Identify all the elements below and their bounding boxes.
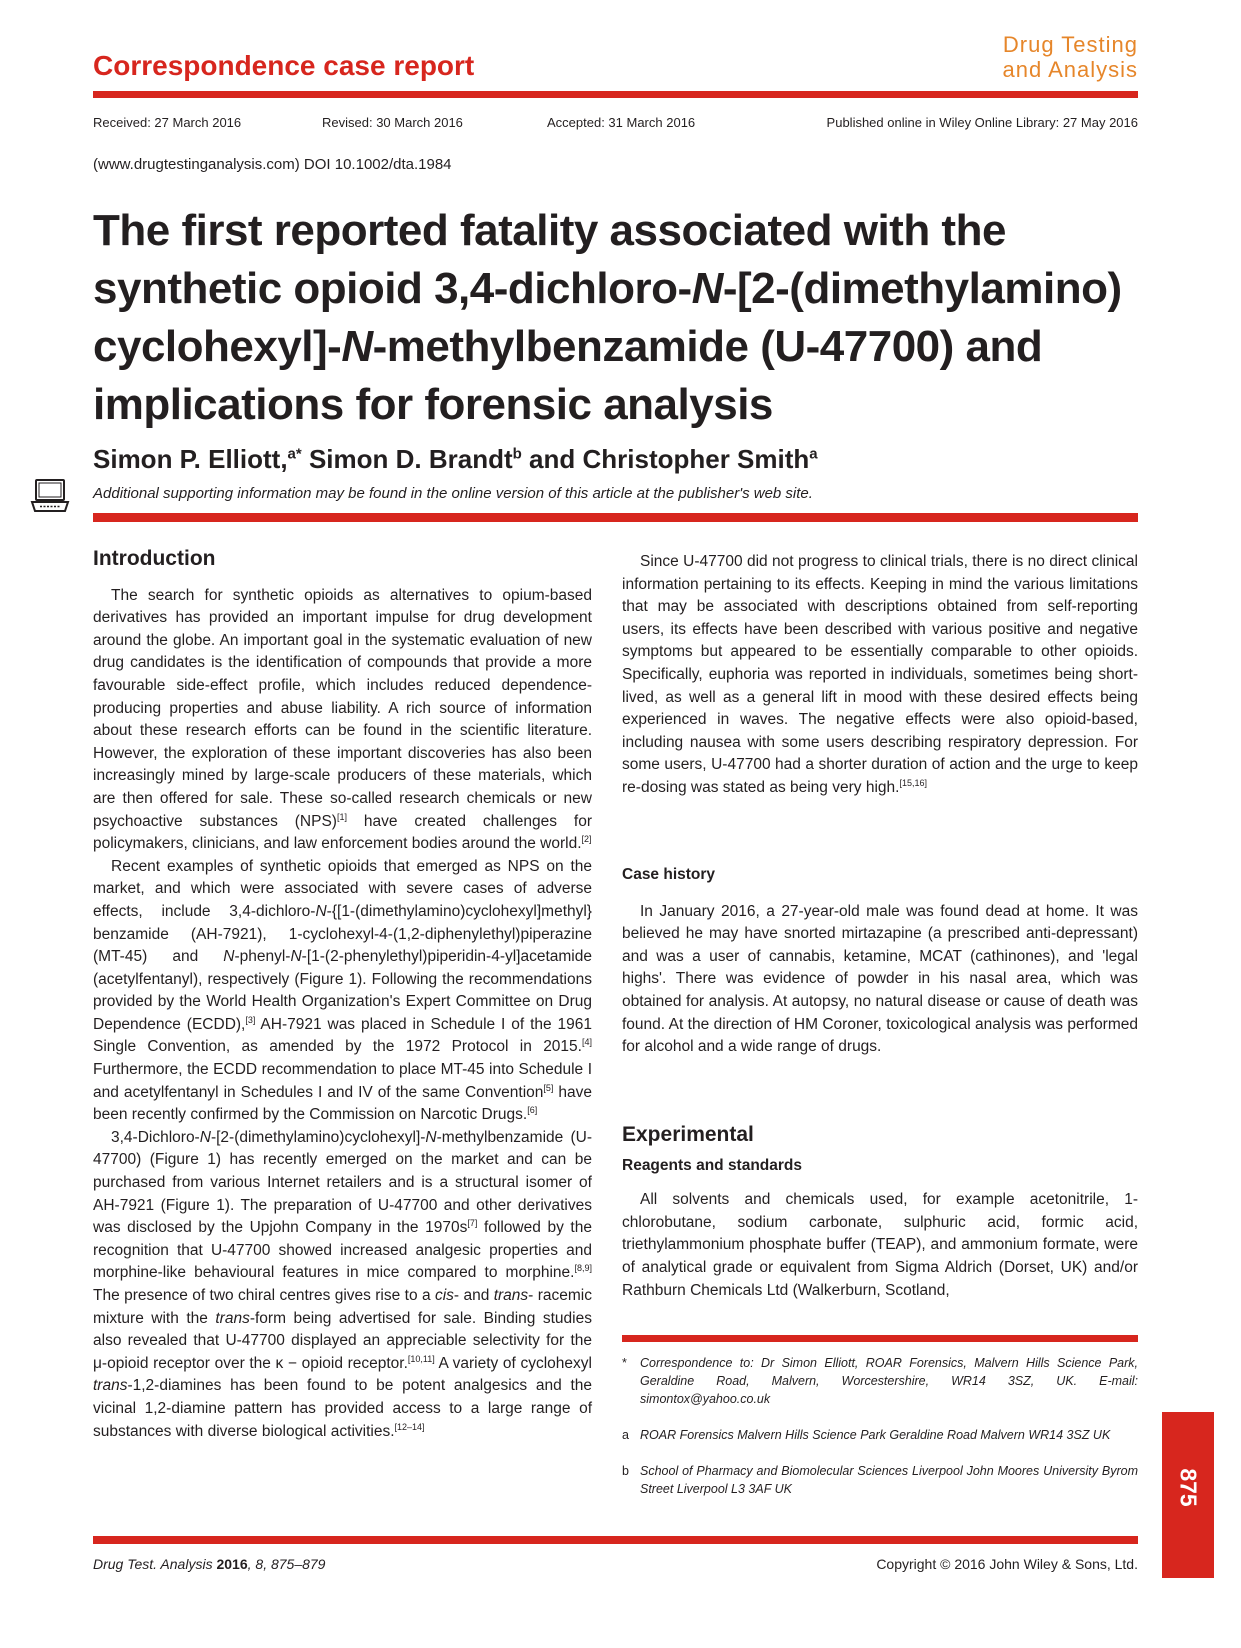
reagents-heading: Reagents and standards bbox=[622, 1156, 803, 1174]
affiliation-b: b School of Pharmacy and Biomolecular Sciences Liverpool John Moores University Byrom Street Liverpool L3 3AF UK bbox=[622, 1464, 1138, 1496]
experimental-heading: Experimental bbox=[622, 1123, 754, 1146]
section-label: Correspondence case report bbox=[93, 50, 475, 81]
body-paragraph: Since U-47700 did not progress to clinical trials, there is no direct clinical information pertaining to its effects. Keeping in mind the various limitations that may be associated with descriptions obtained from self-reporting users, its effects have been described with various positive and negative symptoms but appeared to be essentially comparable to other opioids. Specifically, euphoria was reported in individuals, sometimes being short-lived, as well as a general lift in mood with these desired effects being experienced in waves. The negative effects were also opioid-based, including nausea with some users describing respiratory depression. For some users, U-47700 had a shorter duration of action and the urge to keep re-dosing was stated as being very high.[15,16] bbox=[622, 553, 1138, 796]
received-date: Received: 27 March 2016 bbox=[93, 115, 242, 130]
title-line: synthetic opioid 3,4-dichloro-N-[2-(dimethylamino) bbox=[93, 264, 1122, 313]
published-date: Published online in Wiley Online Library: 27 May 2016 bbox=[826, 115, 1138, 130]
title-line: implications for forensic analysis bbox=[93, 380, 773, 429]
case-history-section bbox=[622, 864, 1138, 1059]
header-rule bbox=[93, 91, 1138, 98]
journal-logo bbox=[1002, 32, 1138, 82]
introduction-heading: Introduction bbox=[93, 547, 216, 570]
right-column bbox=[622, 551, 1138, 800]
laptop-icon bbox=[30, 478, 70, 514]
journal-logo-line1: Drug Testing bbox=[1002, 32, 1138, 57]
experimental-section bbox=[622, 1124, 1138, 1302]
body-paragraph: Recent examples of synthetic opioids that emerged as NPS on the market, and which were associated with severe cases of adverse effects, include 3,4-dichloro-N-{[1-(dimethylamino)cyclohexyl]methyl} benzamide (AH-7921), 1-cyclohexyl-4-(1,2-diphenylethyl)piperazine (MT-45) and N-phenyl-N-[1-(2-phenylethyl)piperidin-4-yl]acetamide (acetylfentanyl), respectively (Figure 1). Following the recommendations provided by the World Health Organization's Expert Committee on Drug Dependence (ECDD),[3] AH-7921 was placed in Schedule I of the 1961 Single Convention, as amended by the 1972 Protocol in 2015.[4] Furthermore, the ECDD recommendation to place MT-45 into Schedule I and acetylfentanyl in Schedules I and IV of the same Convention[5] have been recently confirmed by the Commission on Narcotic Drugs.[6] bbox=[93, 857, 592, 1124]
correspondence-footnote: * Correspondence to: Dr Simon Elliott, ROAR Forensics, Malvern Hills Science Park, Geraldine Road, Malvern, Worcestershire, WR14 3SZ, UK. E-mail: simontox@yahoo.co.uk bbox=[622, 1356, 1138, 1406]
accepted-date: Accepted: 31 March 2016 bbox=[547, 115, 696, 130]
body-paragraph: In January 2016, a 27-year-old male was found dead at home. It was believed he may have snorted mirtazapine (a prescribed anti-depressant) and was a user of cannabis, ketamine, MCAT (cathinones), and 'legal highs'. There was evidence of powder in his nasal area, which was obtained for analysis. At autopsy, no natural disease or cause of death was found. At the direction of HM Coroner, toxicological analysis was performed for alcohol and a wide range of drugs. bbox=[622, 902, 1138, 1056]
title-line: The first reported fatality associated with the bbox=[93, 206, 1006, 255]
page-number: 875 bbox=[1175, 1468, 1202, 1507]
doi: (www.drugtestinganalysis.com) DOI 10.1002/dta.1984 bbox=[93, 156, 452, 173]
left-column bbox=[93, 548, 592, 1443]
title-line: cyclohexyl]-N-methylbenzamide (U-47700) and bbox=[93, 322, 1043, 371]
case-history-heading: Case history bbox=[622, 866, 716, 883]
journal-logo-line2: and Analysis bbox=[1002, 57, 1138, 82]
body-paragraph: The search for synthetic opioids as alternatives to opium-based derivatives has provided an important impulse for drug development around the globe. An important goal in the systematic evaluation of new drug candidates is the identification of compounds that provide a more favourable side-effect profile, which includes reduced dependence-producing properties and abuse liability. A rich source of information about these research efforts can be found in the scientific literature. However, the exploration of these important discoveries has also been increasingly mined by large-scale producers of these materials, which are then offered for sale. These so-called research chemicals or new psychoactive substances (NPS)[1] have created challenges for policymakers, clinicians, and law enforcement bodies around the world.[2] bbox=[93, 586, 592, 853]
footnotes bbox=[622, 1354, 1138, 1498]
copyright: Copyright © 2016 John Wiley & Sons, Ltd. bbox=[876, 1556, 1138, 1572]
title-rule bbox=[93, 513, 1138, 522]
body-paragraph: All solvents and chemicals used, for example acetonitrile, 1-chlorobutane, sodium carbonate, sulphuric acid, formic acid, triethylammonium phosphate buffer (TEAP), and ammonium formate, were of analytical grade or equivalent from Sigma Aldrich (Dorset, UK) and/or Rathburn Chemicals Ltd (Walkerburn, Scotland, bbox=[622, 1191, 1138, 1299]
footer-rule bbox=[93, 1536, 1138, 1544]
revised-date: Revised: 30 March 2016 bbox=[322, 115, 463, 130]
author-list: Simon P. Elliott,$^{a*}$ Simon D. Brandt$^b$ and Christopher Smith$^a$ bbox=[93, 444, 818, 474]
supplementary-note: Additional supporting information may be found in the online version of this article at the publisher's web site. bbox=[93, 485, 813, 502]
footnote-rule bbox=[622, 1335, 1138, 1342]
journal-citation: Drug Test. Analysis 2016, 8, 875–879 bbox=[93, 1556, 326, 1572]
page-tab bbox=[1162, 1412, 1214, 1578]
affiliation-a: a ROAR Forensics Malvern Hills Science Park Geraldine Road Malvern WR14 3SZ UK bbox=[622, 1428, 1111, 1442]
body-paragraph: 3,4-Dichloro-N-[2-(dimethylamino)cyclohexyl]-N-methylbenzamide (U-47700) (Figure 1) has recently emerged on the market and can be purchased from various Internet retailers and is a structural isomer of AH-7921 (Figure 1). The preparation of U-47700 and other derivatives was disclosed by the Upjohn Company in the 1970s[7] followed by the recognition that U-47700 showed increased analgesic properties and morphine-like behavioural features in mice compared to morphine.[8,9] The presence of two chiral centres gives rise to a cis- and trans- racemic mixture with the trans-form being advertised for sale. Binding studies also revealed that U-47700 displayed an appreciable selectivity for the μ-opioid receptor over the κ − opioid receptor.[10,11] A variety of cyclohexyl trans-1,2-diamines has been found to be potent analgesics and the vicinal 1,2-diamine pattern has provided access to a large range of substances with diverse biological activities.[12–14] bbox=[93, 1128, 592, 1440]
article-title bbox=[93, 202, 1143, 434]
